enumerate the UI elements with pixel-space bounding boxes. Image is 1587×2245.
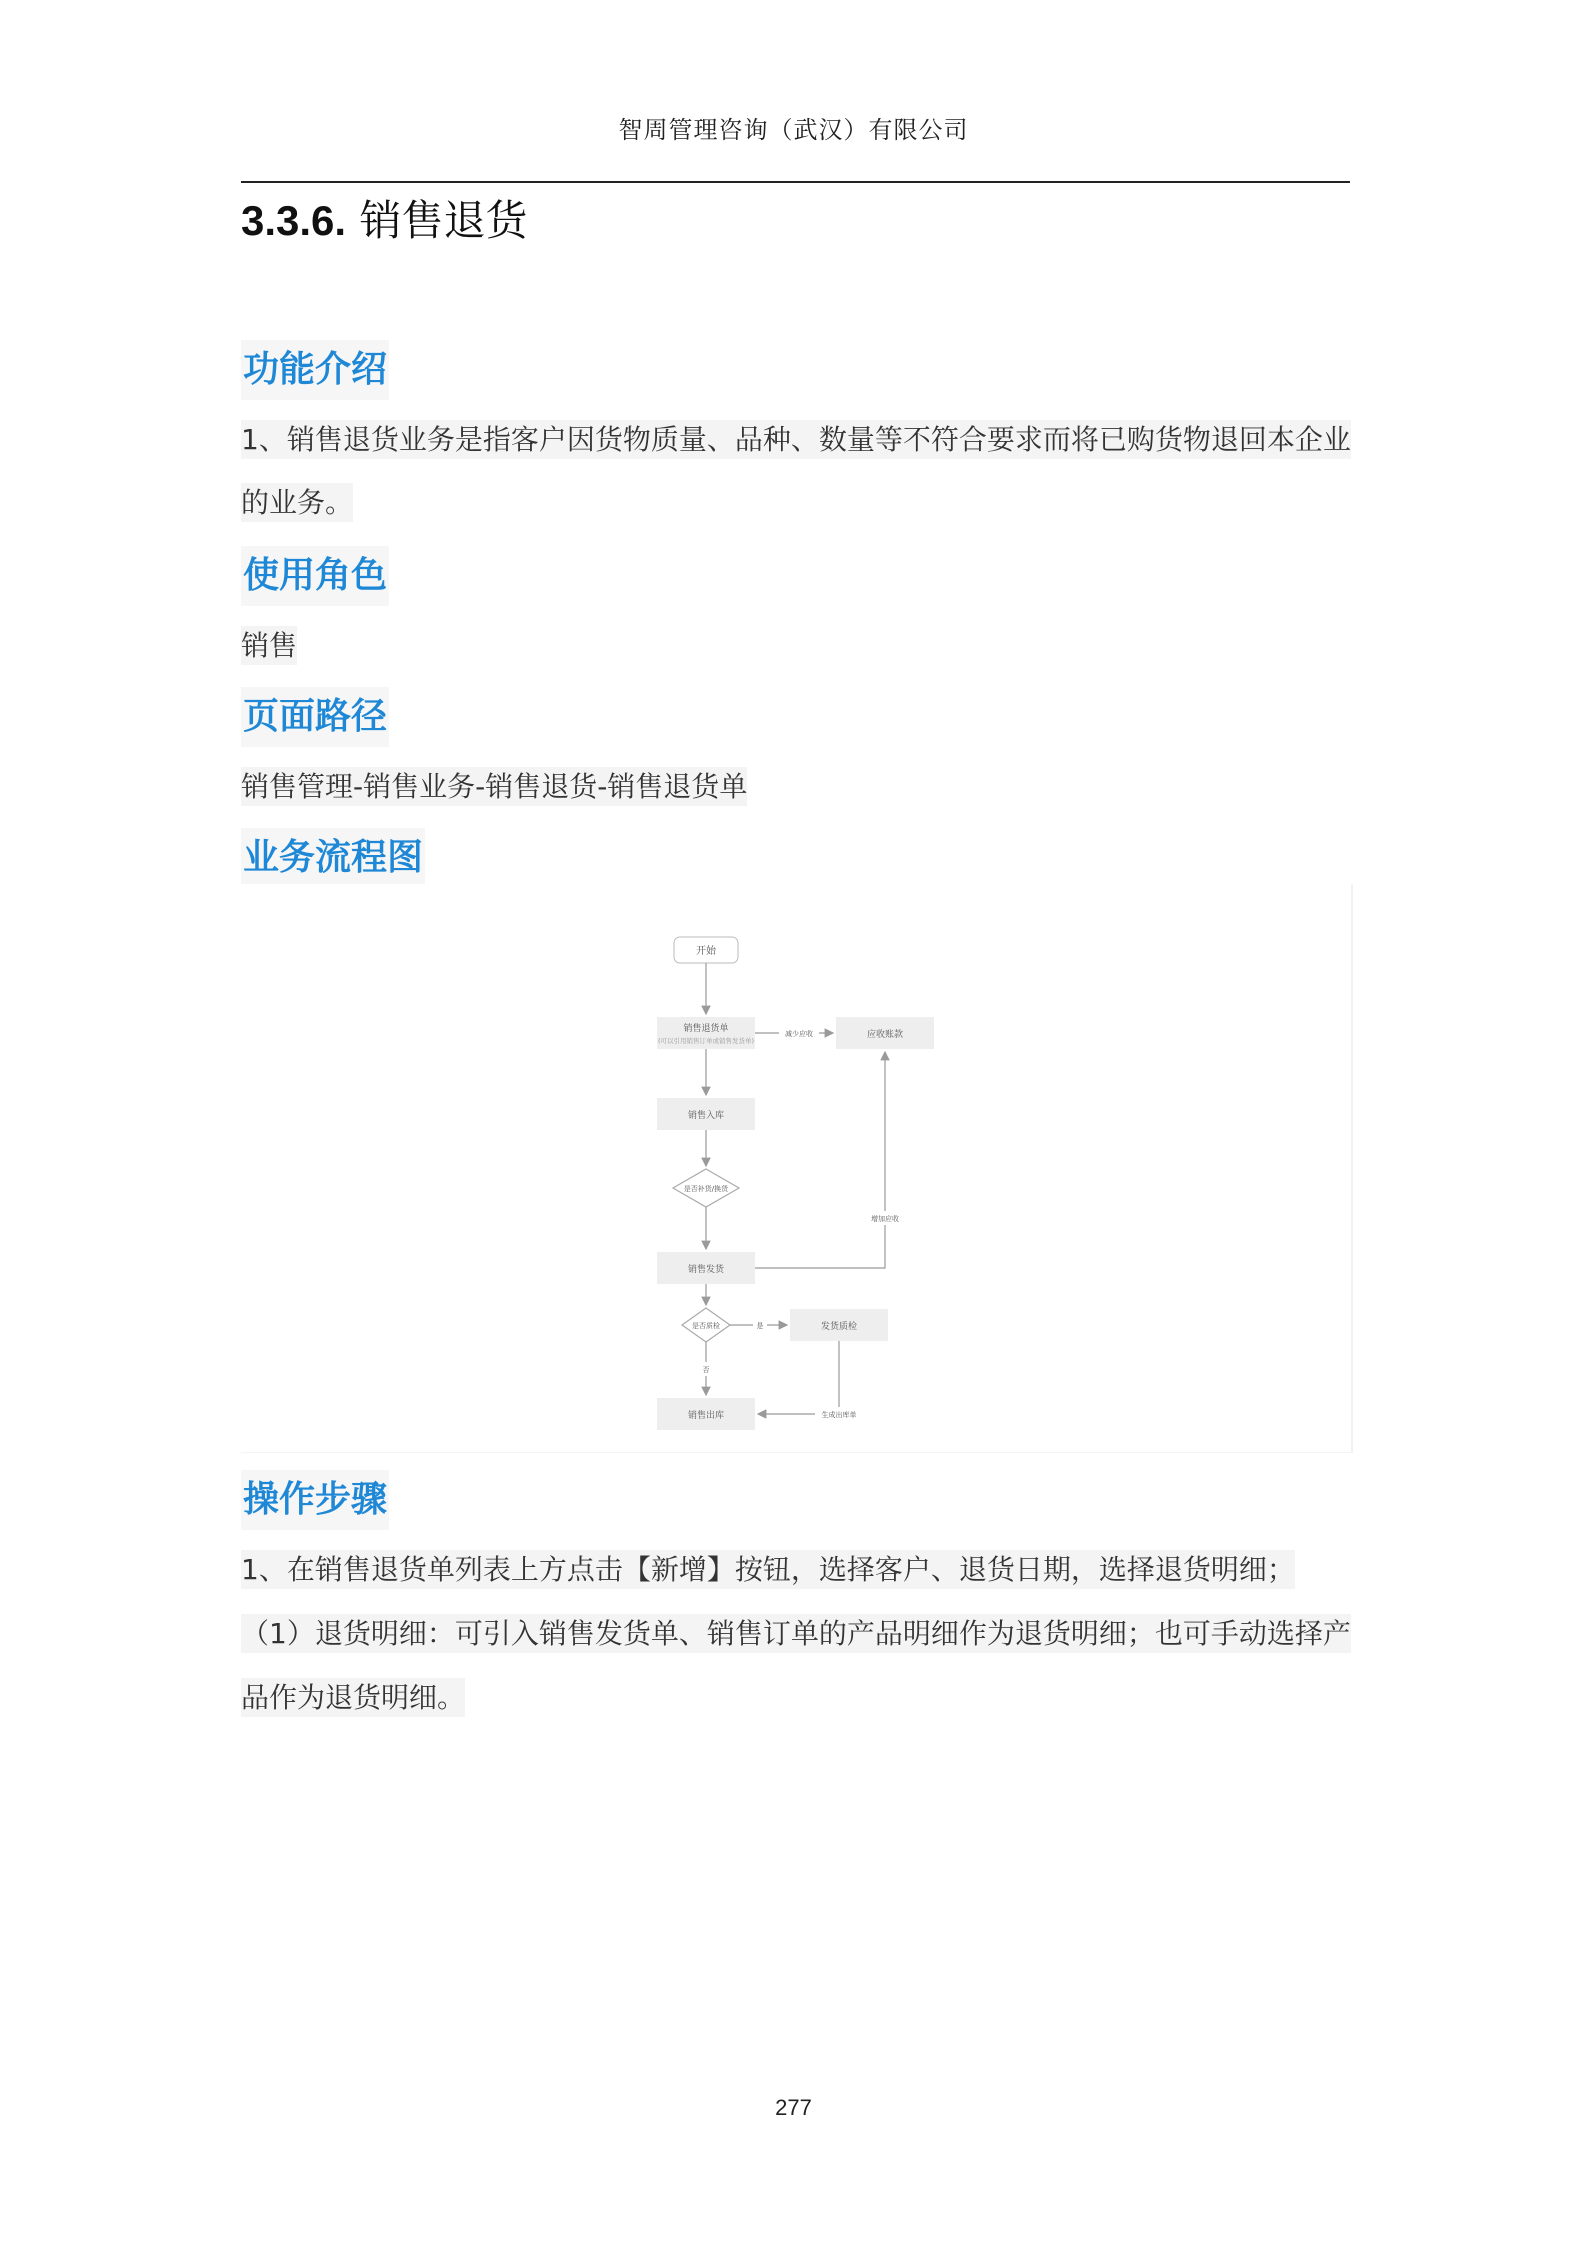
flow-decision-qc-label: 是否质检 [692, 1322, 720, 1330]
steps-line-3: 品作为退货明细。 [241, 1675, 465, 1721]
page-header-company: 智周管理咨询（武汉）有限公司 [618, 116, 969, 144]
flowchart-figure [241, 884, 1353, 1453]
flow-increase-label: 增加应收 [871, 1215, 899, 1223]
flow-decision-exchange-label: 是否补货/换货 [683, 1185, 729, 1193]
path-text: 销售管理-销售业务-销售退货-销售退货单 [241, 764, 747, 810]
flow-generate-label: 生成出库单 [821, 1411, 857, 1419]
steps-line-2: （1）退货明细：可引入销售发货单、销售订单的产品明细作为退货明细；也可手动选择产 [241, 1611, 1351, 1657]
flow-inbound-label: 销售入库 [687, 1111, 725, 1121]
section-title [241, 190, 527, 252]
header-rule [241, 181, 1350, 183]
flow-return-order-label: 销售退货单 [683, 1024, 729, 1034]
flow-return-order-note: (可以引用销售订单或销售发货单) [657, 1037, 755, 1045]
flow-start-label: 开始 [696, 946, 716, 957]
section-number: 3.3.6. [241, 197, 347, 244]
role-text: 销售 [241, 623, 297, 669]
flow-yes-label: 是 [756, 1322, 764, 1330]
page-number: 277 [775, 2095, 812, 2120]
flow-no-label: 否 [702, 1366, 710, 1374]
section-title-text: 销售退货 [359, 196, 528, 245]
heading-flow: 业务流程图 [241, 828, 425, 888]
intro-line-1: 1、销售退货业务是指客户因货物质量、品种、数量等不符合要求而将已购货物退回本企业 [241, 417, 1351, 463]
flow-edge-increase [755, 1052, 885, 1268]
steps-line-1: 1、在销售退货单列表上方点击【新增】按钮，选择客户、退货日期，选择退货明细； [241, 1547, 1295, 1593]
flow-delivery-qc-label: 发货质检 [820, 1322, 858, 1332]
heading-path: 页面路径 [241, 687, 389, 747]
heading-role: 使用角色 [241, 546, 389, 606]
heading-intro: 功能介绍 [241, 340, 389, 400]
intro-line-2: 的业务。 [241, 480, 353, 526]
flow-outbound-label: 销售出库 [687, 1411, 725, 1421]
flow-delivery-label: 销售发货 [687, 1265, 725, 1275]
flow-reduce-label: 减少应收 [785, 1030, 813, 1038]
heading-steps: 操作步骤 [241, 1470, 389, 1530]
flow-receivable-label: 应收账款 [866, 1030, 904, 1040]
flow-edge-generate-outbound [758, 1341, 839, 1414]
flowchart-svg [241, 884, 1351, 1452]
